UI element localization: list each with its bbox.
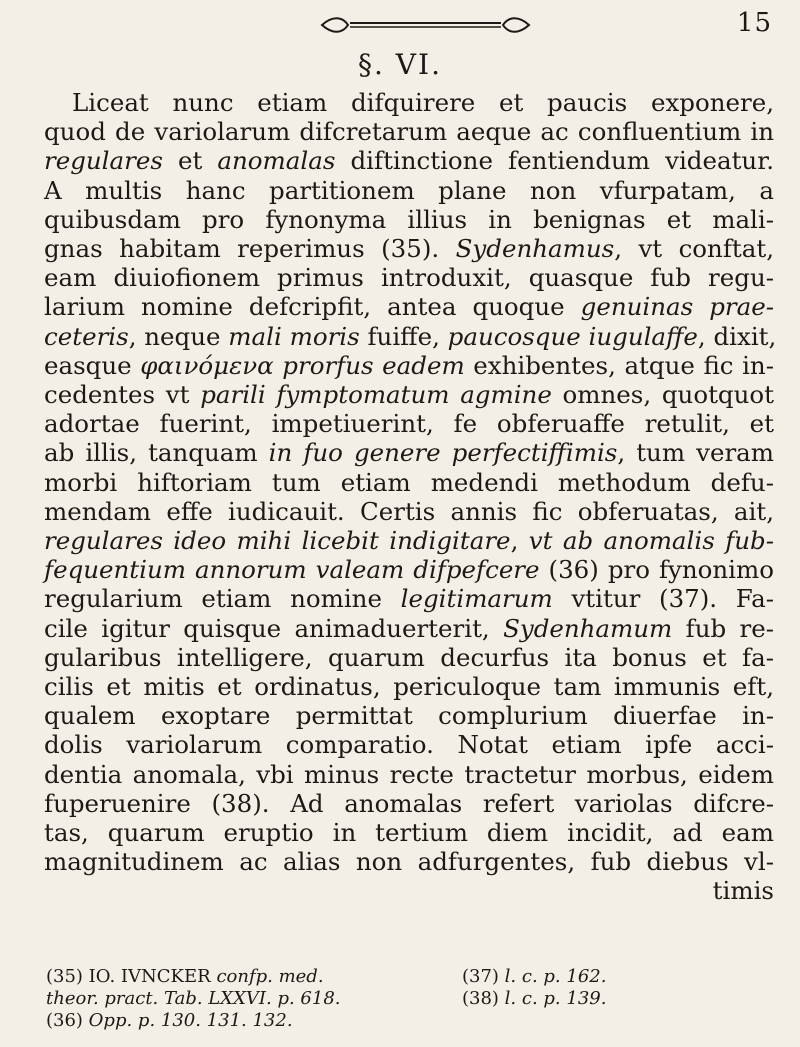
- text-line: Liceat nunc etiam difquirere et paucis exponere,: [72, 88, 774, 117]
- text-line: quod de variolarum difcretarum aeque ac confluentium in: [44, 117, 774, 147]
- text-line: adortae fuerint, impetiuerint, fe obferuaffe retulit, et: [44, 409, 774, 439]
- text-line: fequentium annorum valeam difpefcere (36) pro fynonimo: [44, 555, 774, 585]
- text-line: ab illis, tanquam in fuo genere perfectiffimis, tum veram: [44, 438, 774, 468]
- footnotes-left-column: [46, 966, 446, 1032]
- body-paragraph: [44, 88, 777, 906]
- page-number: 15: [736, 8, 772, 38]
- footnote-36: (36) Opp. p. 130. 131. 132.: [46, 1010, 293, 1031]
- text-line: ceteris, neque mali moris fuiffe, paucosque iugulaffe, dixit,: [44, 321, 777, 351]
- footnotes-right-column: [462, 966, 762, 1010]
- text-line: dentia anomala, vbi minus recte tractetur morbus, eidem: [44, 759, 774, 789]
- text-line: gnas habitam reperimus (35). Sydenhamus, vt conftat,: [44, 234, 774, 264]
- text-line: regulares et anomalas diftinctione fentiendum videatur.: [44, 146, 774, 176]
- text-line: qualem exoptare permittat complurium diuerfae in-: [44, 701, 774, 731]
- footnote-38: (38) l. c. p. 139.: [462, 988, 607, 1009]
- text-line: magnitudinem ac alias non adfurgentes, fub diebus vl-: [44, 847, 774, 877]
- text-line: easque φαινόμενα prorfus eadem exhibentes, atque fic in-: [44, 350, 774, 380]
- text-line: mendam effe iudicauit. Certis annis fic obferuatas, ait,: [44, 496, 774, 526]
- text-line: regularium etiam nomine legitimarum vtitur (37). Fa-: [44, 584, 774, 614]
- text-line: larium nomine defcripfit, antea quoque genuinas prae-: [44, 292, 774, 322]
- text-line: cile igitur quisque animaduerterit, Sydenhamum fub re-: [44, 613, 774, 643]
- section-heading: §. VI.: [358, 48, 442, 81]
- text-line: cedentes vt parili fymptomatum agmine omnes, quotquot: [44, 380, 774, 410]
- footnote-35: (35) IO. IVNCKER confp. med.: [46, 966, 324, 987]
- text-line: fuperuenire (38). Ad anomalas refert variolas difcre-: [44, 788, 774, 818]
- text-line: quibusdam pro fynonyma illius in benignas et mali-: [44, 204, 774, 234]
- text-line: tas, quarum eruptio in tertium diem incidit, ad eam: [44, 818, 774, 848]
- text-line: morbi hiftoriam tum etiam medendi methodum defu-: [44, 467, 774, 497]
- text-line: eam diuiofionem primus introduxit, quasque fub regu-: [44, 263, 774, 293]
- footnote-35-continued: theor. pract. Tab. LXXVI. p. 618.: [46, 988, 341, 1009]
- header-ornament-icon: [318, 14, 533, 36]
- catchword: timis: [712, 876, 774, 906]
- footnote-37: (37) l. c. p. 162.: [462, 966, 607, 987]
- text-line: dolis variolarum comparatio. Notat etiam ipfe acci-: [44, 730, 774, 760]
- text-line: gularibus intelligere, quarum decurfus ita bonus et fa-: [44, 642, 774, 672]
- text-line: cilis et mitis et ordinatus, periculoque tam immunis eft,: [44, 672, 774, 702]
- text-line: A multis hanc partitionem plane non vfurpatam, a: [44, 175, 774, 205]
- text-line: regulares ideo mihi licebit indigitare, vt ab anomalis fub-: [44, 526, 774, 556]
